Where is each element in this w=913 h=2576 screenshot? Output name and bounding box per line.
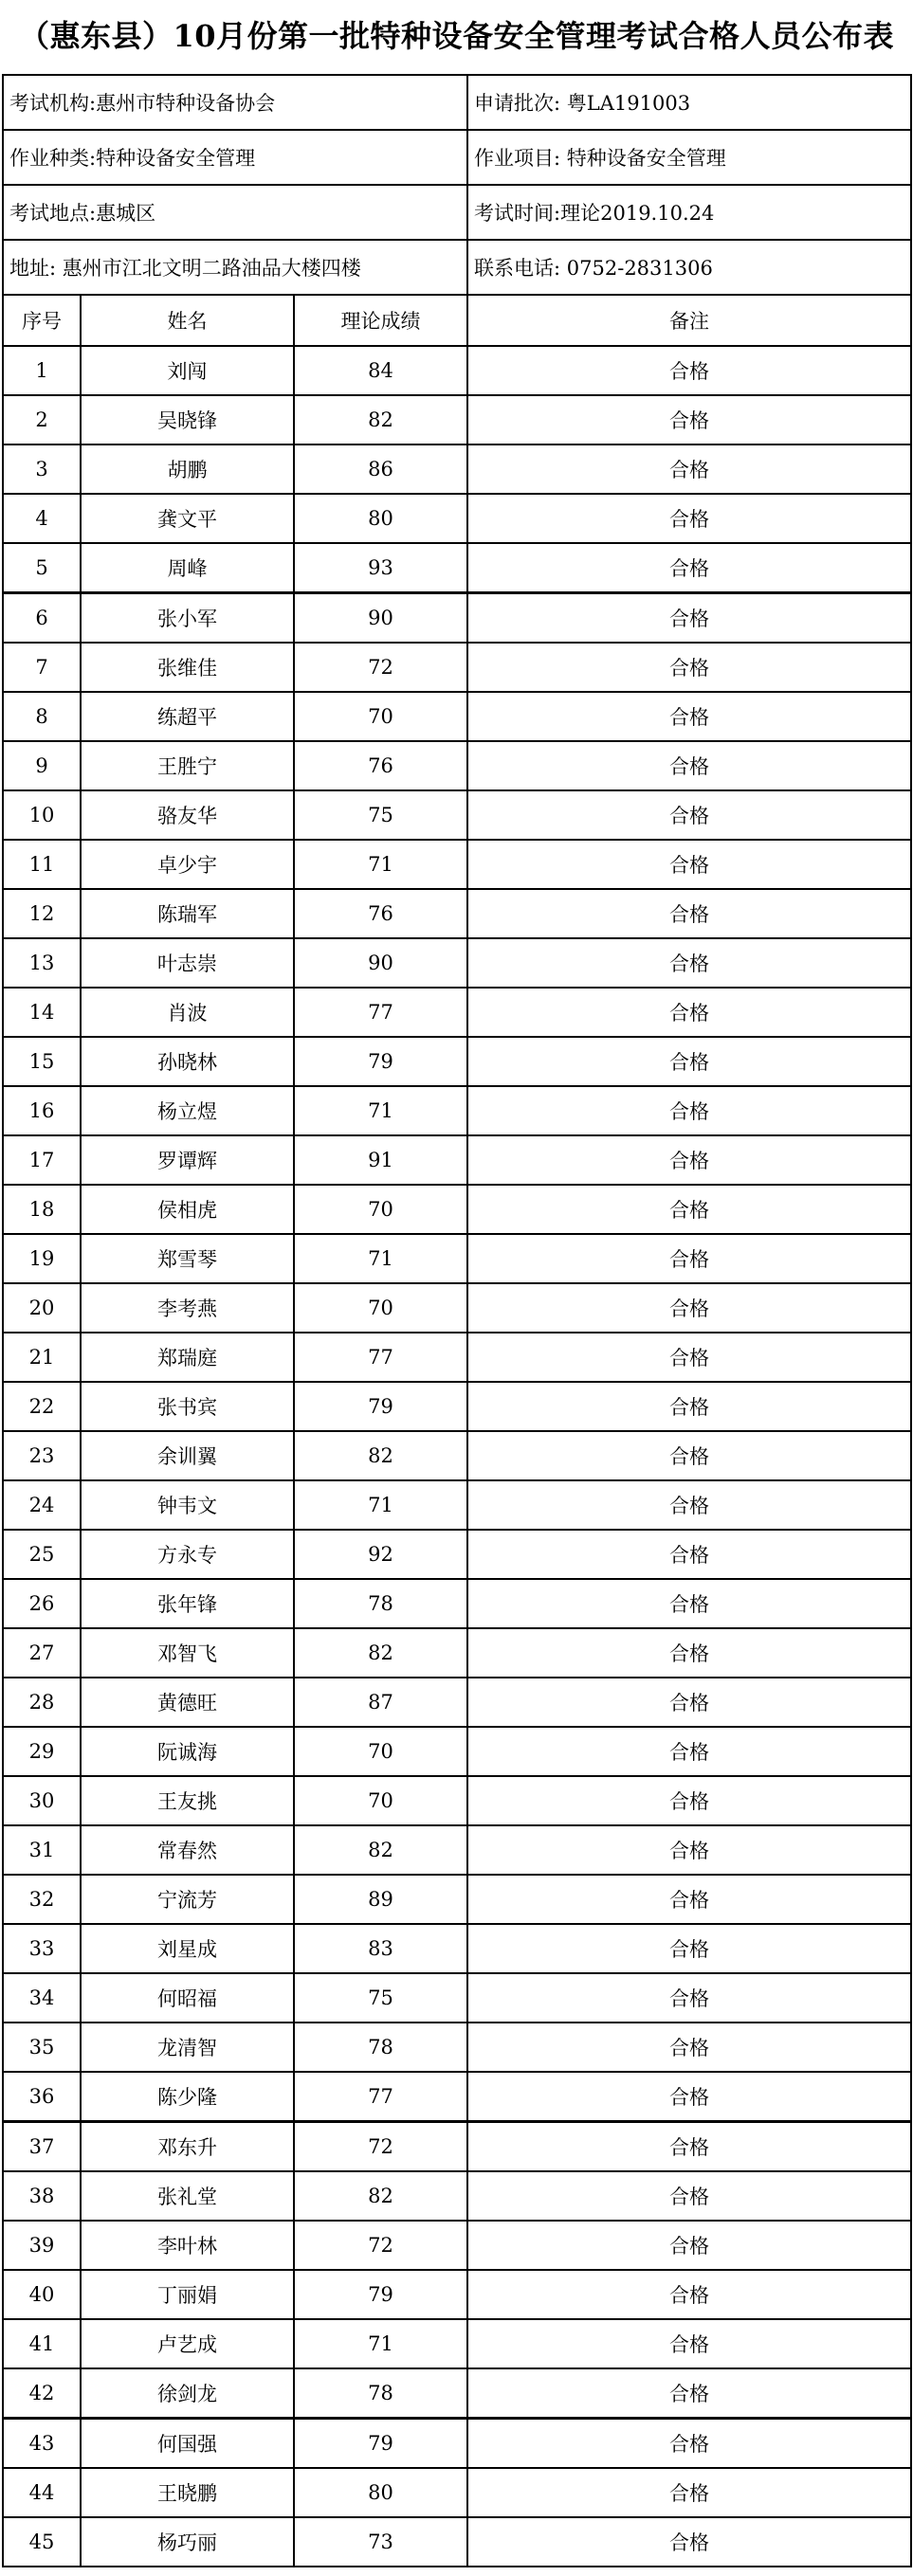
cell-serial: 37 [3,2122,81,2172]
table-row [3,643,911,692]
cell-name: 骆友华 [81,790,294,840]
cell-serial: 18 [3,1185,81,1234]
table-row [3,1678,911,1727]
cell-score: 71 [294,1480,467,1530]
cell-score: 71 [294,1234,467,1283]
cell-serial: 42 [3,2368,81,2419]
cell-name: 邓东升 [81,2122,294,2172]
table-row [3,2023,911,2072]
cell-serial: 1 [3,346,81,395]
cell-name: 杨立煜 [81,1086,294,1135]
cell-score: 70 [294,1283,467,1333]
cell-remark: 合格 [467,444,911,494]
table-row [3,1530,911,1579]
table-row [3,593,911,644]
cell-serial: 25 [3,1530,81,1579]
cell-serial: 9 [3,741,81,790]
cell-name: 黄德旺 [81,1678,294,1727]
cell-serial: 6 [3,593,81,644]
cell-score: 79 [294,1382,467,1431]
cell-remark: 合格 [467,643,911,692]
cell-name: 张礼堂 [81,2171,294,2221]
cell-serial: 19 [3,1234,81,1283]
cell-remark: 合格 [467,1234,911,1283]
table-row [3,346,911,395]
cell-serial: 43 [3,2419,81,2469]
cell-remark: 合格 [467,494,911,543]
cell-name: 叶志崇 [81,938,294,988]
table-row [3,889,911,938]
cell-score: 77 [294,2072,467,2122]
cell-score: 84 [294,346,467,395]
header-serial: 序号 [3,295,81,346]
cell-score: 71 [294,2319,467,2368]
table-row [3,2270,911,2319]
table-row [3,395,911,444]
cell-name: 徐剑龙 [81,2368,294,2419]
cell-score: 79 [294,1037,467,1086]
table-row [3,2319,911,2368]
cell-remark: 合格 [467,1875,911,1924]
cell-serial: 44 [3,2468,81,2517]
cell-remark: 合格 [467,790,911,840]
cell-name: 王友挑 [81,1776,294,1825]
table-header-row [3,295,911,346]
cell-serial: 23 [3,1431,81,1480]
cell-serial: 26 [3,1579,81,1628]
cell-serial: 14 [3,988,81,1037]
cell-name: 张书宾 [81,1382,294,1431]
cell-name: 王晓鹏 [81,2468,294,2517]
cell-remark: 合格 [467,1480,911,1530]
cell-remark: 合格 [467,1628,911,1678]
contact-phone: 联系电话: 0752-2831306 [467,240,911,295]
cell-score: 76 [294,889,467,938]
cell-name: 宁流芳 [81,1875,294,1924]
cell-serial: 21 [3,1333,81,1382]
table-row [3,2171,911,2221]
cell-serial: 34 [3,1973,81,2023]
table-row [3,1628,911,1678]
cell-serial: 33 [3,1924,81,1973]
cell-score: 78 [294,2368,467,2419]
cell-remark: 合格 [467,1086,911,1135]
cell-remark: 合格 [467,1973,911,2023]
cell-score: 70 [294,1776,467,1825]
table-row [3,1135,911,1185]
cell-score: 78 [294,2023,467,2072]
cell-name: 卢艺成 [81,2319,294,2368]
cell-name: 余训翼 [81,1431,294,1480]
cell-name: 何昭福 [81,1973,294,2023]
cell-remark: 合格 [467,2221,911,2270]
table-row [3,1973,911,2023]
table-row [3,444,911,494]
cell-name: 常春然 [81,1825,294,1875]
table-row [3,938,911,988]
table-row [3,840,911,889]
cell-serial: 41 [3,2319,81,2368]
table-row [3,2468,911,2517]
info-row [3,240,911,295]
cell-serial: 32 [3,1875,81,1924]
cell-remark: 合格 [467,2270,911,2319]
cell-remark: 合格 [467,1530,911,1579]
cell-score: 78 [294,1579,467,1628]
table-row [3,2517,911,2567]
cell-score: 82 [294,1825,467,1875]
cell-serial: 7 [3,643,81,692]
cell-name: 刘星成 [81,1924,294,1973]
cell-serial: 38 [3,2171,81,2221]
table-row [3,741,911,790]
table-row [3,1924,911,1973]
cell-remark: 合格 [467,2122,911,2172]
cell-serial: 20 [3,1283,81,1333]
cell-remark: 合格 [467,2023,911,2072]
cell-score: 77 [294,1333,467,1382]
cell-name: 丁丽娟 [81,2270,294,2319]
table-row [3,2122,911,2172]
cell-name: 周峰 [81,543,294,593]
cell-score: 82 [294,1628,467,1678]
table-row [3,1431,911,1480]
info-row [3,185,911,240]
table-row [3,1825,911,1875]
cell-serial: 12 [3,889,81,938]
cell-remark: 合格 [467,2171,911,2221]
cell-serial: 31 [3,1825,81,1875]
cell-remark: 合格 [467,1333,911,1382]
cell-serial: 5 [3,543,81,593]
table-row [3,1185,911,1234]
cell-remark: 合格 [467,938,911,988]
cell-score: 70 [294,1727,467,1776]
table-row [3,2419,911,2469]
header-remark: 备注 [467,295,911,346]
cell-remark: 合格 [467,593,911,644]
cell-name: 张年锋 [81,1579,294,1628]
cell-score: 89 [294,1875,467,1924]
cell-serial: 27 [3,1628,81,1678]
cell-score: 82 [294,395,467,444]
cell-score: 75 [294,790,467,840]
cell-score: 82 [294,1431,467,1480]
cell-remark: 合格 [467,1678,911,1727]
application-batch: 申请批次: 粤LA191003 [467,75,911,130]
table-row [3,1086,911,1135]
cell-remark: 合格 [467,889,911,938]
table-row [3,1727,911,1776]
cell-name: 肖波 [81,988,294,1037]
cell-name: 龚文平 [81,494,294,543]
cell-remark: 合格 [467,1135,911,1185]
cell-name: 阮诚海 [81,1727,294,1776]
cell-serial: 13 [3,938,81,988]
cell-remark: 合格 [467,1727,911,1776]
exam-location: 考试地点:惠城区 [3,185,467,240]
cell-score: 72 [294,2221,467,2270]
cell-remark: 合格 [467,2517,911,2567]
cell-serial: 30 [3,1776,81,1825]
cell-remark: 合格 [467,395,911,444]
cell-score: 79 [294,2270,467,2319]
cell-score: 80 [294,494,467,543]
cell-serial: 11 [3,840,81,889]
table-row [3,1283,911,1333]
cell-name: 练超平 [81,692,294,741]
cell-name: 陈瑞军 [81,889,294,938]
table-row [3,494,911,543]
cell-name: 刘闯 [81,346,294,395]
cell-name: 侯相虎 [81,1185,294,1234]
cell-score: 75 [294,1973,467,2023]
cell-remark: 合格 [467,1382,911,1431]
info-row [3,130,911,185]
cell-name: 李考燕 [81,1283,294,1333]
cell-serial: 22 [3,1382,81,1431]
table-row [3,2368,911,2419]
cell-name: 何国强 [81,2419,294,2469]
operation-item: 作业项目: 特种设备安全管理 [467,130,911,185]
results-table [2,74,912,2567]
cell-score: 91 [294,1135,467,1185]
cell-score: 80 [294,2468,467,2517]
cell-remark: 合格 [467,2072,911,2122]
cell-serial: 24 [3,1480,81,1530]
cell-serial: 28 [3,1678,81,1727]
cell-score: 79 [294,2419,467,2469]
cell-score: 77 [294,988,467,1037]
table-row [3,790,911,840]
cell-name: 郑雪琴 [81,1234,294,1283]
cell-name: 孙晓林 [81,1037,294,1086]
cell-remark: 合格 [467,840,911,889]
cell-score: 73 [294,2517,467,2567]
cell-serial: 3 [3,444,81,494]
cell-score: 92 [294,1530,467,1579]
table-row [3,1037,911,1086]
cell-remark: 合格 [467,741,911,790]
cell-remark: 合格 [467,1431,911,1480]
cell-serial: 29 [3,1727,81,1776]
cell-serial: 15 [3,1037,81,1086]
header-score: 理论成绩 [294,295,467,346]
cell-serial: 8 [3,692,81,741]
cell-name: 张小军 [81,593,294,644]
cell-name: 杨巧丽 [81,2517,294,2567]
cell-serial: 45 [3,2517,81,2567]
cell-name: 胡鹏 [81,444,294,494]
cell-name: 吴晓锋 [81,395,294,444]
cell-score: 87 [294,1678,467,1727]
cell-name: 罗谭辉 [81,1135,294,1185]
cell-serial: 40 [3,2270,81,2319]
cell-score: 70 [294,1185,467,1234]
table-row [3,1333,911,1382]
cell-score: 90 [294,938,467,988]
cell-score: 72 [294,2122,467,2172]
table-row [3,988,911,1037]
cell-score: 71 [294,1086,467,1135]
cell-remark: 合格 [467,1579,911,1628]
cell-score: 82 [294,2171,467,2221]
cell-serial: 2 [3,395,81,444]
cell-serial: 39 [3,2221,81,2270]
cell-remark: 合格 [467,2368,911,2419]
table-row [3,2072,911,2122]
cell-name: 郑瑞庭 [81,1333,294,1382]
cell-serial: 16 [3,1086,81,1135]
cell-score: 83 [294,1924,467,1973]
address: 地址: 惠州市江北文明二路油品大楼四楼 [3,240,467,295]
table-row [3,2221,911,2270]
cell-score: 90 [294,593,467,644]
cell-remark: 合格 [467,2319,911,2368]
cell-name: 王胜宁 [81,741,294,790]
cell-remark: 合格 [467,346,911,395]
cell-remark: 合格 [467,1924,911,1973]
table-row [3,1382,911,1431]
cell-serial: 35 [3,2023,81,2072]
cell-score: 76 [294,741,467,790]
header-name: 姓名 [81,295,294,346]
cell-score: 71 [294,840,467,889]
cell-serial: 4 [3,494,81,543]
page-title: （惠东县）10月份第一批特种设备安全管理考试合格人员公布表 [18,18,895,54]
cell-score: 86 [294,444,467,494]
cell-remark: 合格 [467,692,911,741]
operation-category: 作业种类:特种设备安全管理 [3,130,467,185]
cell-remark: 合格 [467,2419,911,2469]
cell-remark: 合格 [467,1283,911,1333]
table-row [3,543,911,593]
info-row [3,75,911,130]
cell-name: 张维佳 [81,643,294,692]
cell-remark: 合格 [467,1185,911,1234]
cell-score: 70 [294,692,467,741]
cell-score: 72 [294,643,467,692]
exam-institution: 考试机构:惠州市特种设备协会 [3,75,467,130]
cell-name: 卓少宇 [81,840,294,889]
table-row [3,1776,911,1825]
table-row [3,692,911,741]
cell-remark: 合格 [467,2468,911,2517]
cell-remark: 合格 [467,1037,911,1086]
cell-remark: 合格 [467,1776,911,1825]
cell-remark: 合格 [467,1825,911,1875]
cell-serial: 17 [3,1135,81,1185]
cell-name: 李叶林 [81,2221,294,2270]
cell-score: 93 [294,543,467,593]
cell-serial: 36 [3,2072,81,2122]
cell-name: 邓智飞 [81,1628,294,1678]
table-row [3,1579,911,1628]
cell-name: 钟韦文 [81,1480,294,1530]
cell-name: 龙清智 [81,2023,294,2072]
cell-remark: 合格 [467,988,911,1037]
cell-name: 陈少隆 [81,2072,294,2122]
cell-name: 方永专 [81,1530,294,1579]
table-row [3,1875,911,1924]
table-row [3,1480,911,1530]
table-row [3,1234,911,1283]
exam-time: 考试时间:理论2019.10.24 [467,185,911,240]
cell-remark: 合格 [467,543,911,593]
cell-serial: 10 [3,790,81,840]
